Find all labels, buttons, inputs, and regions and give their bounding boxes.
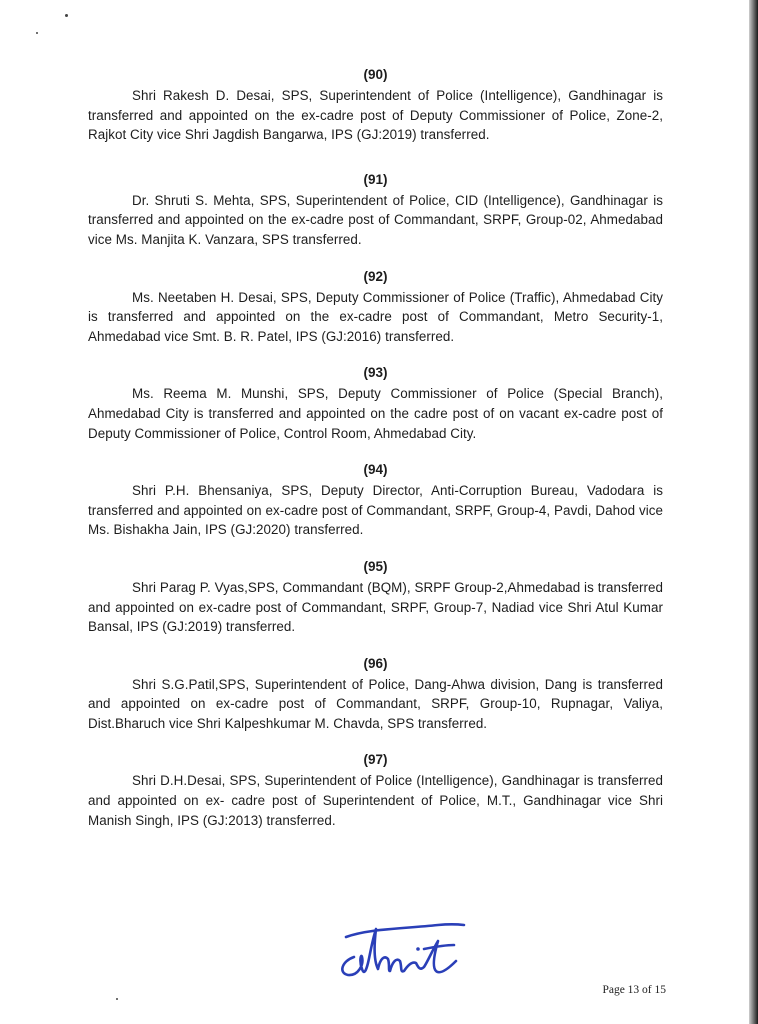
- order-entry-96: [88, 655, 663, 734]
- scan-speck: [36, 32, 38, 34]
- entry-text: Ms. Neetaben H. Desai, SPS, Deputy Commissioner of Police (Traffic), Ahmedabad City is transferred and appointed on the ex-cadre post of Commandant, Metro Security-1, Ahmedabad vice Smt. B. R. Patel, IPS (GJ:2016) transferred.: [88, 289, 663, 344]
- order-entry-90: [88, 66, 663, 145]
- entry-number: (93): [363, 365, 388, 381]
- entry-number: (96): [363, 655, 388, 671]
- scan-speck: [116, 998, 118, 1000]
- order-entry-95: [88, 558, 663, 637]
- handwritten-signature: [328, 905, 478, 987]
- document-body: [88, 66, 663, 830]
- scan-speck: [65, 14, 68, 17]
- scan-edge-shadow: [749, 0, 758, 1024]
- entry-number: (94): [363, 462, 388, 478]
- entry-number: (95): [363, 558, 388, 574]
- entry-text: Dr. Shruti S. Mehta, SPS, Superintendent of Police, CID (Intelligence), Gandhinagar is transferred and appointed on the ex-cadre post of Commandant, SRPF, Group-02, Ahmedabad vice Ms. Manjita K. Vanzara, SPS transferred.: [88, 192, 663, 247]
- entry-text: Ms. Reema M. Munshi, SPS, Deputy Commissioner of Police (Special Branch), Ahmedabad City is transferred and appointed on the cadre post of on vacant ex-cadre post of Deputy Commissioner of Police, Control Room, Ahmedabad City.: [88, 386, 663, 441]
- order-entry-97: [88, 751, 663, 830]
- entry-text: Shri D.H.Desai, SPS, Superintendent of Police (Intelligence), Gandhinagar is transferred and appointed on ex- cadre post of Superintendent of Police, M.T., Gandhinagar vice Shri Manish Singh, IPS (GJ:2013) transferred.: [88, 773, 663, 828]
- entry-number: (97): [363, 752, 388, 768]
- order-entry-93: [88, 364, 663, 443]
- order-entry-92: [88, 268, 663, 347]
- entry-text: Shri P.H. Bhensaniya, SPS, Deputy Director, Anti-Corruption Bureau, Vadodara is transferred and appointed on ex-cadre post of Commandant, SRPF, Group-4, Pavdi, Dahod vice Ms. Bishakha Jain, IPS (GJ:2020) transferred.: [88, 483, 663, 538]
- entry-number: (91): [363, 171, 388, 187]
- entry-text: Shri Rakesh D. Desai, SPS, Superintendent of Police (Intelligence), Gandhinagar is transferred and appointed on the ex-cadre post of Deputy Commissioner of Police, Zone-2, Rajkot City vice Shri Jagdish Bangarwa, IPS (GJ:2019) transferred.: [88, 88, 663, 143]
- entry-text: Shri Parag P. Vyas,SPS, Commandant (BQM), SRPF Group-2,Ahmedabad is transferred and appointed on ex-cadre post of Commandant, SRPF, Group-7, Nadiad vice Shri Atul Kumar Bansal, IPS (GJ:2019) transferred.: [88, 579, 663, 635]
- entry-number: (92): [363, 268, 388, 284]
- entry-number: (90): [363, 67, 388, 82]
- page-number: Page 13 of 15: [602, 984, 666, 996]
- order-entry-94: [88, 461, 663, 540]
- order-entry-91: [88, 171, 663, 250]
- entry-text: Shri S.G.Patil,SPS, Superintendent of Police, Dang-Ahwa division, Dang is transferred and appointed on ex-cadre post of Commandant, SRPF, Group-10, Rupnagar, Valiya, Dist.Bharuch vice Shri Kalpeshkumar M. Chavda, SPS transferred.: [88, 676, 663, 731]
